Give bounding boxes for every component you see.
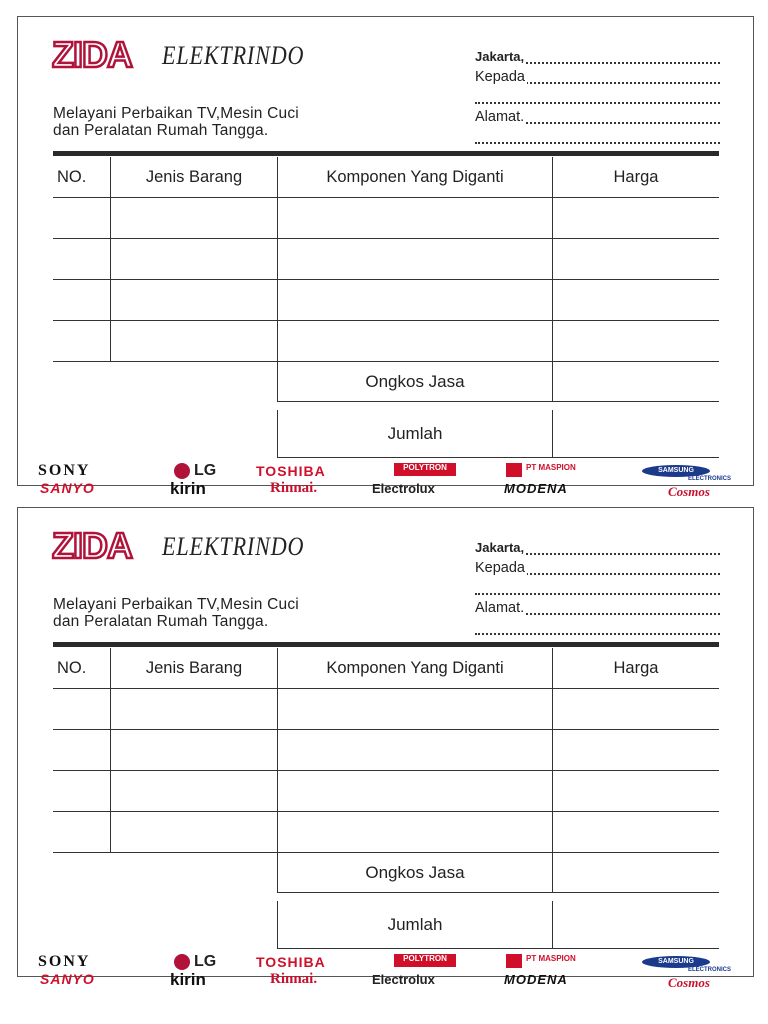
city-date-field[interactable]	[475, 540, 720, 560]
total-label: Jumlah	[277, 410, 552, 458]
tagline-line-2: dan Peralatan Rumah Tangga.	[53, 613, 269, 630]
col-header-component: Komponen Yang Diganti	[277, 648, 552, 688]
col-header-item: Jenis Barang	[110, 648, 277, 688]
tagline-line-1: Melayani Perbaikan TV,Mesin Cuci	[53, 596, 299, 613]
row-no-cell[interactable]	[53, 280, 110, 320]
service-fee-row	[53, 362, 719, 410]
tagline	[53, 596, 299, 630]
row-no-cell[interactable]	[53, 198, 110, 238]
row-price-cell[interactable]	[552, 730, 719, 770]
row-component-cell[interactable]	[277, 771, 552, 811]
table-row	[53, 198, 719, 239]
table-row	[53, 730, 719, 771]
address-block	[475, 49, 720, 149]
row-component-cell[interactable]	[277, 689, 552, 729]
lg-logo-icon	[174, 463, 190, 479]
address-field[interactable]	[475, 109, 720, 129]
brand-lg: LG	[194, 462, 217, 479]
brand-logos	[38, 462, 738, 502]
recipient-field-continued[interactable]	[475, 89, 720, 109]
address-label: Alamat.	[475, 109, 525, 125]
table-body	[53, 689, 719, 853]
service-fee-row	[53, 853, 719, 901]
zida-logo-icon	[50, 526, 154, 566]
brand-sanyo: SANYO	[40, 971, 95, 987]
row-price-cell[interactable]	[552, 771, 719, 811]
row-component-cell[interactable]	[277, 280, 552, 320]
recipient-field[interactable]	[475, 69, 720, 89]
row-item-cell[interactable]	[110, 730, 277, 770]
city-date-field[interactable]	[475, 49, 720, 69]
total-value[interactable]	[552, 410, 719, 458]
svg-text:ZIDA: ZIDA	[52, 35, 132, 75]
row-price-cell[interactable]	[552, 321, 719, 361]
service-fee-value[interactable]	[552, 362, 719, 402]
row-item-cell[interactable]	[110, 198, 277, 238]
brand-samsung-electronics: ELECTRONICS	[688, 967, 732, 973]
brand-sanyo: SANYO	[40, 480, 95, 496]
brand-cosmos: Cosmos	[668, 484, 710, 499]
brand-electrolux: Electrolux	[372, 972, 435, 987]
tagline-line-1: Melayani Perbaikan TV,Mesin Cuci	[53, 105, 299, 122]
header-rule	[53, 151, 719, 156]
row-component-cell[interactable]	[277, 239, 552, 279]
maspion-logo-icon	[506, 954, 522, 968]
brand-polytron: POLYTRON	[394, 463, 456, 476]
city-label: Jakarta,	[475, 49, 525, 64]
service-fee-label: Ongkos Jasa	[277, 362, 552, 402]
address-field-continued[interactable]	[475, 620, 720, 640]
table-row	[53, 771, 719, 812]
maspion-logo-icon	[506, 463, 522, 477]
row-price-cell[interactable]	[552, 239, 719, 279]
address-label: Alamat.	[475, 600, 525, 616]
brand-samsung: SAMSUNG	[642, 956, 710, 968]
tagline	[53, 105, 299, 139]
receipt-form-2	[17, 507, 754, 990]
brand-sony: SONY	[38, 953, 91, 970]
table-row	[53, 321, 719, 362]
brand-maspion: PT MASPION	[526, 463, 576, 472]
company-name: ELEKTRINDO	[162, 41, 305, 70]
table-row	[53, 812, 719, 853]
company-logo	[50, 526, 310, 566]
brand-modena: MODENA	[504, 972, 568, 987]
row-item-cell[interactable]	[110, 321, 277, 361]
items-table	[53, 648, 719, 949]
row-no-cell[interactable]	[53, 730, 110, 770]
header-rule	[53, 642, 719, 647]
col-header-price: Harga	[552, 157, 719, 197]
brand-samsung-electronics: ELECTRONICS	[688, 476, 732, 482]
row-no-cell[interactable]	[53, 321, 110, 361]
table-header-row	[53, 157, 719, 198]
svg-text:ZIDA: ZIDA	[52, 526, 132, 566]
brand-lg: LG	[194, 953, 217, 970]
total-value[interactable]	[552, 901, 719, 949]
brand-samsung: SAMSUNG	[642, 465, 710, 477]
col-header-price: Harga	[552, 648, 719, 688]
row-item-cell[interactable]	[110, 812, 277, 852]
total-row	[53, 410, 719, 458]
address-field-continued[interactable]	[475, 129, 720, 149]
row-component-cell[interactable]	[277, 198, 552, 238]
tagline-line-2: dan Peralatan Rumah Tangga.	[53, 122, 269, 139]
address-field[interactable]	[475, 600, 720, 620]
row-no-cell[interactable]	[53, 771, 110, 811]
service-fee-label: Ongkos Jasa	[277, 853, 552, 893]
brand-electrolux: Electrolux	[372, 481, 435, 496]
city-label: Jakarta,	[475, 540, 525, 555]
brand-cosmos: Cosmos	[668, 975, 710, 990]
brand-rinnai: Rinnai.	[270, 971, 318, 987]
col-header-component: Komponen Yang Diganti	[277, 157, 552, 197]
table-header-row	[53, 648, 719, 689]
row-no-cell[interactable]	[53, 689, 110, 729]
address-block	[475, 540, 720, 640]
row-price-cell[interactable]	[552, 280, 719, 320]
row-item-cell[interactable]	[110, 280, 277, 320]
company-name: ELEKTRINDO	[162, 532, 305, 561]
lg-logo-icon	[174, 954, 190, 970]
brand-maspion: PT MASPION	[526, 954, 576, 963]
table-row	[53, 689, 719, 730]
items-table	[53, 157, 719, 458]
row-price-cell[interactable]	[552, 812, 719, 852]
brand-toshiba: TOSHIBA	[256, 954, 326, 970]
company-logo	[50, 35, 310, 75]
total-row	[53, 901, 719, 949]
brand-kirin: kirin	[170, 970, 206, 989]
row-no-cell[interactable]	[53, 239, 110, 279]
table-row	[53, 280, 719, 321]
brand-toshiba: TOSHIBA	[256, 463, 326, 479]
row-component-cell[interactable]	[277, 812, 552, 852]
col-header-no: NO.	[57, 658, 87, 677]
table-body	[53, 198, 719, 362]
brand-sony: SONY	[38, 462, 91, 479]
brand-logos	[38, 953, 738, 993]
row-item-cell[interactable]	[110, 689, 277, 729]
receipt-form-1	[17, 16, 754, 499]
brand-modena: MODENA	[504, 481, 568, 496]
row-item-cell[interactable]	[110, 239, 277, 279]
recipient-field[interactable]	[475, 560, 720, 580]
col-header-item: Jenis Barang	[110, 157, 277, 197]
service-fee-value[interactable]	[552, 853, 719, 893]
brand-kirin: kirin	[170, 479, 206, 498]
brand-polytron: POLYTRON	[394, 954, 456, 967]
recipient-label: Kepada	[475, 560, 525, 576]
recipient-label: Kepada	[475, 69, 525, 85]
zida-logo-icon	[50, 35, 154, 75]
row-price-cell[interactable]	[552, 689, 719, 729]
brand-rinnai: Rinnai.	[270, 480, 318, 496]
row-no-cell[interactable]	[53, 812, 110, 852]
total-label: Jumlah	[277, 901, 552, 949]
row-component-cell[interactable]	[277, 730, 552, 770]
row-price-cell[interactable]	[552, 198, 719, 238]
col-header-no: NO.	[57, 167, 87, 186]
table-row	[53, 239, 719, 280]
row-component-cell[interactable]	[277, 321, 552, 361]
recipient-field-continued[interactable]	[475, 580, 720, 600]
row-item-cell[interactable]	[110, 771, 277, 811]
